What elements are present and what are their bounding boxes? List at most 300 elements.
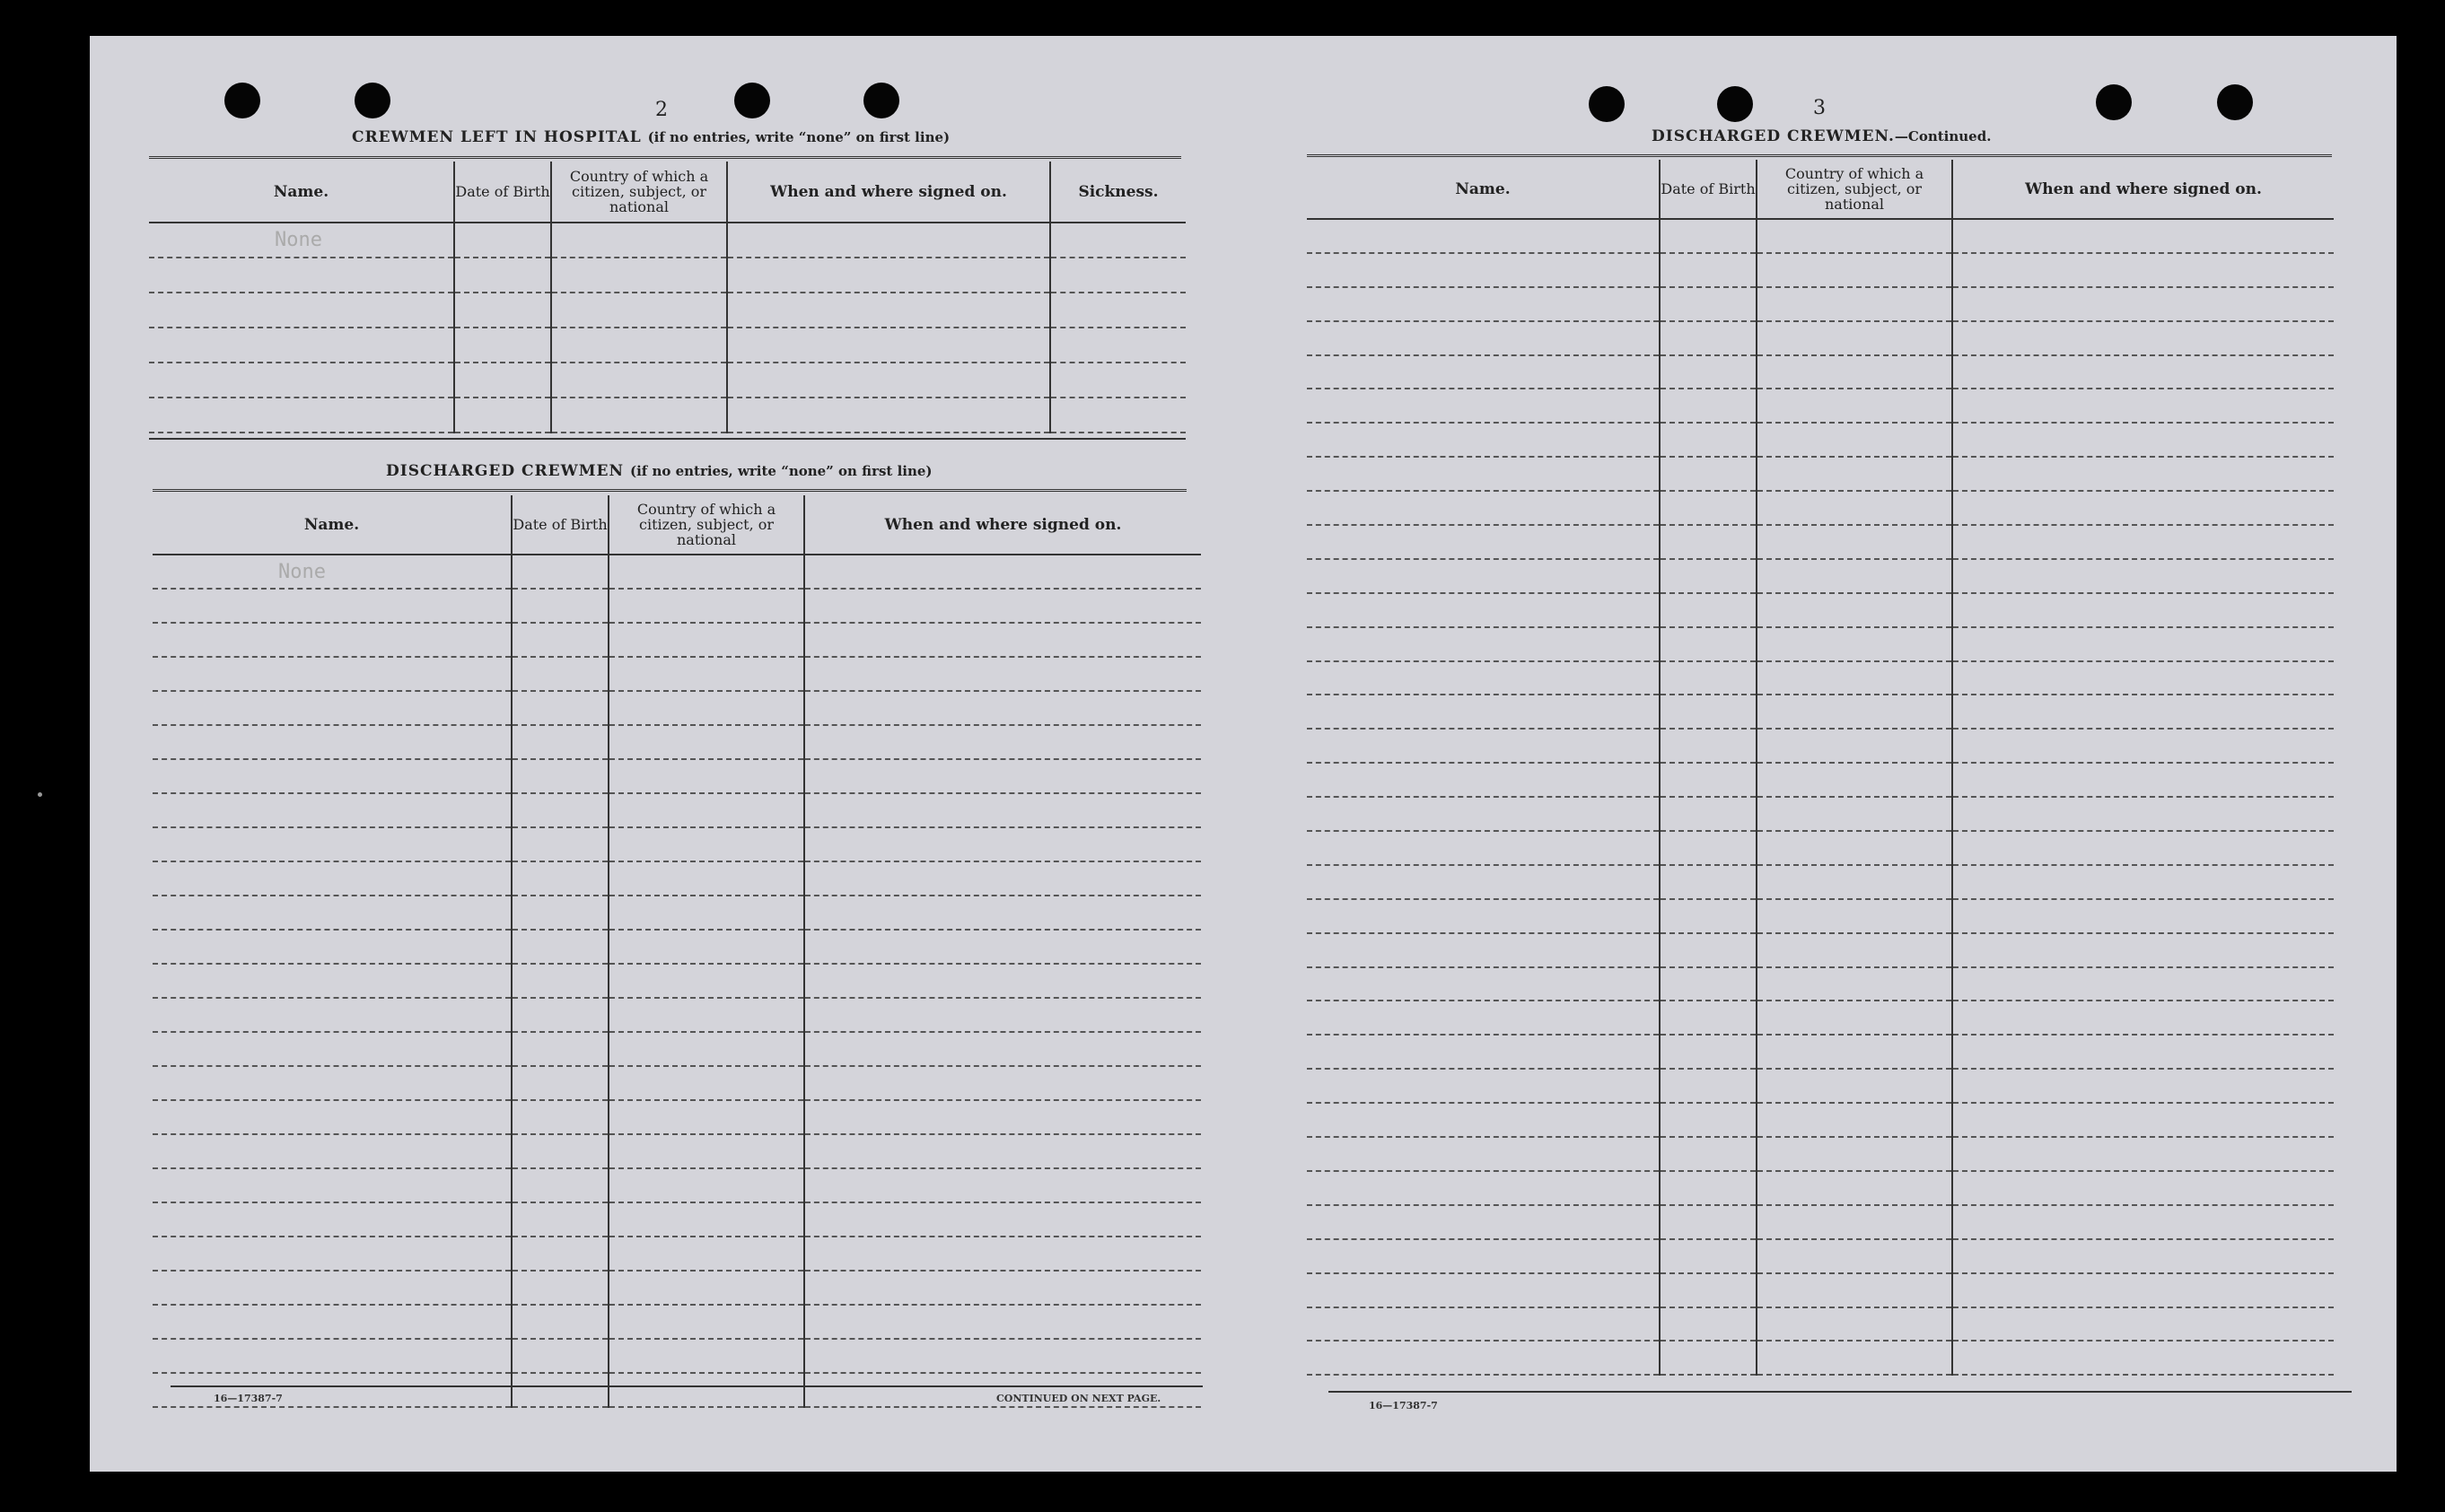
- table-row: [1307, 899, 2334, 933]
- table-cell: [1952, 355, 2334, 389]
- table-cell: [153, 1032, 512, 1066]
- table-cell: [153, 998, 512, 1032]
- table-cell: [153, 1339, 512, 1373]
- table-cell: [1757, 695, 1952, 729]
- table-cell: [1660, 1035, 1757, 1069]
- hospital-table: [149, 162, 1186, 433]
- table-row: [153, 589, 1201, 623]
- table-cell: [609, 1202, 804, 1237]
- table-row: [1307, 1171, 2334, 1205]
- table-cell: [512, 589, 609, 623]
- table-row: [1307, 1273, 2334, 1307]
- table-cell: [454, 398, 551, 433]
- table-cell: [1757, 321, 1952, 355]
- table-cell: [1757, 1239, 1952, 1273]
- table-row: [149, 398, 1186, 433]
- table-cell: [1307, 491, 1660, 525]
- col-header-date-of-birth: Date of Birth: [1660, 160, 1757, 219]
- table-row: [153, 623, 1201, 657]
- table-cell: [1307, 219, 1660, 253]
- hospital-bottom-rule: [149, 438, 1186, 440]
- hospital-top-rule: [149, 156, 1181, 159]
- table-row: [1307, 967, 2334, 1001]
- table-cell: [153, 861, 512, 896]
- col-header-country: Country of which a citizen, subject, or national: [609, 495, 804, 555]
- table-cell: [1307, 1035, 1660, 1069]
- right-title-text: DISCHARGED CREWMEN.: [1652, 127, 1895, 145]
- table-row: [1307, 287, 2334, 321]
- table-cell: [512, 1373, 609, 1407]
- table-cell: [1307, 457, 1660, 491]
- table-cell: [1757, 661, 1952, 695]
- table-cell: [1952, 253, 2334, 287]
- table-cell: [727, 258, 1050, 293]
- table-cell: [512, 657, 609, 691]
- table-cell: [1660, 763, 1757, 797]
- table-cell: [609, 555, 804, 589]
- table-cell: [1660, 525, 1757, 559]
- table-cell: [1307, 593, 1660, 627]
- table-cell: [1952, 797, 2334, 831]
- table-row: [153, 1134, 1201, 1168]
- table-cell: [1952, 1137, 2334, 1171]
- table-row: [1307, 1035, 2334, 1069]
- table-cell: [609, 861, 804, 896]
- table-cell: [1050, 398, 1186, 433]
- table-cell: [609, 998, 804, 1032]
- table-cell: [1660, 695, 1757, 729]
- table-cell: [1757, 1001, 1952, 1035]
- table-cell: [609, 1066, 804, 1100]
- table-cell: [1307, 695, 1660, 729]
- table-cell: [512, 1168, 609, 1202]
- table-cell: [1307, 933, 1660, 967]
- table-cell: [1307, 661, 1660, 695]
- table-cell: [1757, 559, 1952, 593]
- table-cell: [609, 1305, 804, 1339]
- table-cell: [804, 861, 1201, 896]
- table-cell: [1757, 1205, 1952, 1239]
- table-cell: [1307, 1341, 1660, 1375]
- table-cell: [1952, 933, 2334, 967]
- table-cell: [512, 1134, 609, 1168]
- table-cell: [1660, 457, 1757, 491]
- col-header-sickness: Sickness.: [1050, 162, 1186, 223]
- table-cell: [804, 1339, 1201, 1373]
- table-cell: [1307, 831, 1660, 865]
- table-cell: [1757, 831, 1952, 865]
- table-cell: [609, 1134, 804, 1168]
- table-row: [1307, 661, 2334, 695]
- discharged-section-title: [386, 462, 933, 480]
- hospital-section-title: [352, 128, 950, 146]
- table-cell: [512, 691, 609, 725]
- table-cell: [804, 1202, 1201, 1237]
- table-cell: [1757, 219, 1952, 253]
- table-cell: [609, 1373, 804, 1407]
- table-cell: [1952, 525, 2334, 559]
- table-cell: [1757, 355, 1952, 389]
- table-cell: [512, 998, 609, 1032]
- table-cell: [1660, 899, 1757, 933]
- table-cell: [153, 827, 512, 861]
- table-cell: [1757, 797, 1952, 831]
- table-cell: [1660, 865, 1757, 899]
- table-cell: [1952, 627, 2334, 661]
- table-cell: [1757, 967, 1952, 1001]
- table-cell: [609, 930, 804, 964]
- discharged-table: [153, 495, 1201, 1408]
- table-cell: [153, 964, 512, 998]
- table-cell: [1660, 1001, 1757, 1035]
- table-cell: [609, 896, 804, 930]
- table-cell: [1307, 1307, 1660, 1342]
- table-cell: [804, 589, 1201, 623]
- table-cell: [512, 896, 609, 930]
- table-cell: [1307, 559, 1660, 593]
- table-cell: [1952, 1171, 2334, 1205]
- table-cell: [1952, 321, 2334, 355]
- table-cell: [1307, 627, 1660, 661]
- table-cell: [804, 657, 1201, 691]
- table-row: [1307, 1001, 2334, 1035]
- table-cell: [804, 1168, 1201, 1202]
- col-header-signed-on: When and where signed on.: [804, 495, 1201, 555]
- table-cell: [153, 793, 512, 827]
- table-row: [149, 328, 1186, 363]
- table-cell: [1307, 287, 1660, 321]
- table-row: [1307, 763, 2334, 797]
- table-cell: [512, 1305, 609, 1339]
- table-cell: [1952, 457, 2334, 491]
- table-cell: [512, 827, 609, 861]
- table-cell: [727, 328, 1050, 363]
- table-cell: [1660, 1273, 1757, 1307]
- table-cell: [804, 793, 1201, 827]
- table-cell: [551, 258, 727, 293]
- table-cell: [512, 1066, 609, 1100]
- table-cell: [1952, 729, 2334, 763]
- col-header-date-of-birth: Date of Birth: [512, 495, 609, 555]
- table-cell: [454, 223, 551, 258]
- table-cell: [1660, 593, 1757, 627]
- table-cell: [1660, 661, 1757, 695]
- table-cell: [512, 793, 609, 827]
- table-cell: [1952, 1273, 2334, 1307]
- table-row: [153, 930, 1201, 964]
- table-cell: [153, 930, 512, 964]
- table-cell: [512, 1202, 609, 1237]
- table-cell: [727, 398, 1050, 433]
- table-cell: [153, 1100, 512, 1134]
- table-cell: [1307, 1205, 1660, 1239]
- table-row: [153, 555, 1201, 589]
- table-cell: [153, 759, 512, 793]
- table-cell: [804, 691, 1201, 725]
- table-cell: [609, 691, 804, 725]
- table-row: [149, 258, 1186, 293]
- table-row: [149, 363, 1186, 398]
- table-cell: [804, 623, 1201, 657]
- table-cell: [804, 555, 1201, 589]
- table-row: [153, 964, 1201, 998]
- table-cell: [1660, 219, 1757, 253]
- table-cell: [1660, 1341, 1757, 1375]
- table-cell: [1307, 525, 1660, 559]
- table-cell: [1757, 1307, 1952, 1342]
- table-cell: [804, 896, 1201, 930]
- table-cell: [512, 930, 609, 964]
- table-cell: [804, 725, 1201, 759]
- table-row: [153, 1066, 1201, 1100]
- table-cell: [153, 589, 512, 623]
- table-cell: [1952, 1307, 2334, 1342]
- table-cell: [1050, 363, 1186, 398]
- table-cell: [609, 1100, 804, 1134]
- table-cell: [153, 1066, 512, 1100]
- table-row: [1307, 457, 2334, 491]
- table-cell: [1952, 695, 2334, 729]
- table-cell: None: [149, 223, 454, 258]
- table-cell: [1757, 491, 1952, 525]
- table-cell: [1660, 355, 1757, 389]
- table-row: [153, 1168, 1201, 1202]
- table-cell: [804, 1100, 1201, 1134]
- right-section-title: [1652, 127, 1991, 145]
- col-header-signed-on: When and where signed on.: [1952, 160, 2334, 219]
- col-header-name: Name.: [149, 162, 454, 223]
- table-cell: [1307, 1069, 1660, 1103]
- table-cell: [1660, 831, 1757, 865]
- table-cell: [153, 657, 512, 691]
- table-cell: [1952, 593, 2334, 627]
- table-row: [1307, 627, 2334, 661]
- table-cell: [1757, 389, 1952, 423]
- table-cell: [1952, 423, 2334, 457]
- table-cell: [1952, 287, 2334, 321]
- table-cell: [1660, 423, 1757, 457]
- table-cell: [1307, 1239, 1660, 1273]
- discharged-title-note: (if no entries, write “none” on first line): [629, 463, 933, 479]
- table-cell: [1307, 321, 1660, 355]
- table-cell: [551, 363, 727, 398]
- table-cell: [153, 1271, 512, 1305]
- table-row: [1307, 1137, 2334, 1171]
- table-cell: [1757, 287, 1952, 321]
- table-cell: [727, 363, 1050, 398]
- table-row: [1307, 1069, 2334, 1103]
- table-cell: [609, 1237, 804, 1271]
- table-cell: [1757, 729, 1952, 763]
- col-header-signed-on: When and where signed on.: [727, 162, 1050, 223]
- table-cell: [804, 1305, 1201, 1339]
- table-cell: [1952, 1205, 2334, 1239]
- table-row: [153, 1202, 1201, 1237]
- punch-hole: [2217, 84, 2253, 120]
- table-row: [149, 223, 1186, 258]
- table-cell: [1757, 1069, 1952, 1103]
- table-cell: [609, 725, 804, 759]
- table-row: [1307, 219, 2334, 253]
- table-row: [1307, 253, 2334, 287]
- table-row: [1307, 593, 2334, 627]
- table-cell: [1660, 253, 1757, 287]
- table-cell: [1307, 797, 1660, 831]
- table-row: [153, 793, 1201, 827]
- table-cell: [512, 964, 609, 998]
- table-cell: [804, 1066, 1201, 1100]
- table-cell: [1952, 899, 2334, 933]
- table-cell: [1757, 1103, 1952, 1137]
- table-cell: [1660, 491, 1757, 525]
- table-row: [1307, 491, 2334, 525]
- table-row: [153, 1032, 1201, 1066]
- table-cell: [454, 363, 551, 398]
- table-cell: [153, 1202, 512, 1237]
- table-row: [153, 998, 1201, 1032]
- col-header-country: Country of which a citizen, subject, or national: [551, 162, 727, 223]
- table-row: [1307, 1341, 2334, 1375]
- table-cell: [153, 1237, 512, 1271]
- table-cell: [454, 328, 551, 363]
- table-cell: [1952, 491, 2334, 525]
- table-cell: [1050, 293, 1186, 328]
- table-row: [1307, 729, 2334, 763]
- table-row: [153, 861, 1201, 896]
- table-cell: [153, 1373, 512, 1407]
- table-cell: [1952, 1069, 2334, 1103]
- table-cell: [804, 998, 1201, 1032]
- table-row: [1307, 1239, 2334, 1273]
- table-cell: [1757, 1273, 1952, 1307]
- table-cell: [1307, 865, 1660, 899]
- table-cell: [1660, 321, 1757, 355]
- right-title-suffix: —Continued.: [1894, 128, 1992, 144]
- table-cell: [1307, 899, 1660, 933]
- table-cell: [512, 861, 609, 896]
- table-row: [153, 759, 1201, 793]
- table-cell: [609, 793, 804, 827]
- punch-hole: [355, 83, 390, 118]
- table-cell: [609, 623, 804, 657]
- table-cell: [1952, 865, 2334, 899]
- table-cell: [1757, 423, 1952, 457]
- table-cell: [804, 759, 1201, 793]
- right-bottom-rule: [1328, 1391, 2352, 1393]
- table-cell: [512, 725, 609, 759]
- table-row: [1307, 321, 2334, 355]
- table-row: [153, 1237, 1201, 1271]
- table-row: [149, 293, 1186, 328]
- ledger-spread: [90, 36, 2397, 1472]
- table-cell: [1952, 967, 2334, 1001]
- table-cell: [609, 657, 804, 691]
- col-header-country: Country of which a citizen, subject, or national: [1757, 160, 1952, 219]
- table-cell: [1660, 1137, 1757, 1171]
- table-cell: [609, 1032, 804, 1066]
- table-cell: [551, 293, 727, 328]
- table-cell: [551, 223, 727, 258]
- discharged-top-rule: [153, 489, 1187, 492]
- table-cell: [512, 1339, 609, 1373]
- table-row: [1307, 831, 2334, 865]
- punch-hole: [1717, 86, 1753, 122]
- col-header-name: Name.: [1307, 160, 1660, 219]
- table-cell: [1660, 797, 1757, 831]
- table-cell: [1660, 627, 1757, 661]
- table-cell: [1307, 763, 1660, 797]
- table-cell: [1660, 967, 1757, 1001]
- table-cell: [1757, 593, 1952, 627]
- table-cell: [1952, 219, 2334, 253]
- table-cell: [804, 1134, 1201, 1168]
- table-cell: [512, 1237, 609, 1271]
- hospital-title-text: CREWMEN LEFT IN HOSPITAL: [352, 128, 642, 146]
- table-cell: [153, 896, 512, 930]
- table-cell: [1660, 933, 1757, 967]
- table-cell: [609, 964, 804, 998]
- table-cell: [1660, 1239, 1757, 1273]
- table-row: [1307, 1307, 2334, 1342]
- table-cell: [804, 1237, 1201, 1271]
- table-row: [1307, 797, 2334, 831]
- table-cell: [1757, 933, 1952, 967]
- table-cell: [1050, 223, 1186, 258]
- table-cell: [149, 363, 454, 398]
- table-cell: [454, 293, 551, 328]
- table-row: [153, 725, 1201, 759]
- table-cell: [609, 1339, 804, 1373]
- table-cell: [1660, 1103, 1757, 1137]
- table-cell: [1660, 287, 1757, 321]
- table-row: [153, 691, 1201, 725]
- table-cell: [153, 1168, 512, 1202]
- table-cell: [609, 589, 804, 623]
- table-cell: [727, 293, 1050, 328]
- table-cell: [1757, 899, 1952, 933]
- table-cell: [804, 1271, 1201, 1305]
- table-cell: [1307, 389, 1660, 423]
- table-cell: [1952, 389, 2334, 423]
- page-number-right: 3: [1813, 97, 1826, 119]
- form-number-right: 16—17387-7: [1369, 1400, 1438, 1411]
- table-row: [1307, 695, 2334, 729]
- table-cell: [153, 1305, 512, 1339]
- table-cell: [1660, 1069, 1757, 1103]
- table-cell: [804, 964, 1201, 998]
- table-cell: None: [153, 555, 512, 589]
- table-row: [1307, 525, 2334, 559]
- table-cell: [512, 1032, 609, 1066]
- table-cell: [1757, 763, 1952, 797]
- table-cell: [1307, 729, 1660, 763]
- table-cell: [512, 1100, 609, 1134]
- table-cell: [1952, 1035, 2334, 1069]
- punch-hole: [734, 83, 770, 118]
- table-cell: [1660, 729, 1757, 763]
- punch-hole: [863, 83, 899, 118]
- table-cell: [1952, 1103, 2334, 1137]
- table-cell: [1952, 1001, 2334, 1035]
- table-cell: [454, 258, 551, 293]
- table-cell: [149, 293, 454, 328]
- table-row: [1307, 1103, 2334, 1137]
- right-top-rule: [1307, 154, 2332, 157]
- table-cell: [1660, 1171, 1757, 1205]
- discharged-title-text: DISCHARGED CREWMEN: [386, 462, 625, 480]
- hospital-title-note: (if no entries, write “none” on first line): [647, 129, 951, 145]
- right-discharged-table: [1307, 160, 2334, 1376]
